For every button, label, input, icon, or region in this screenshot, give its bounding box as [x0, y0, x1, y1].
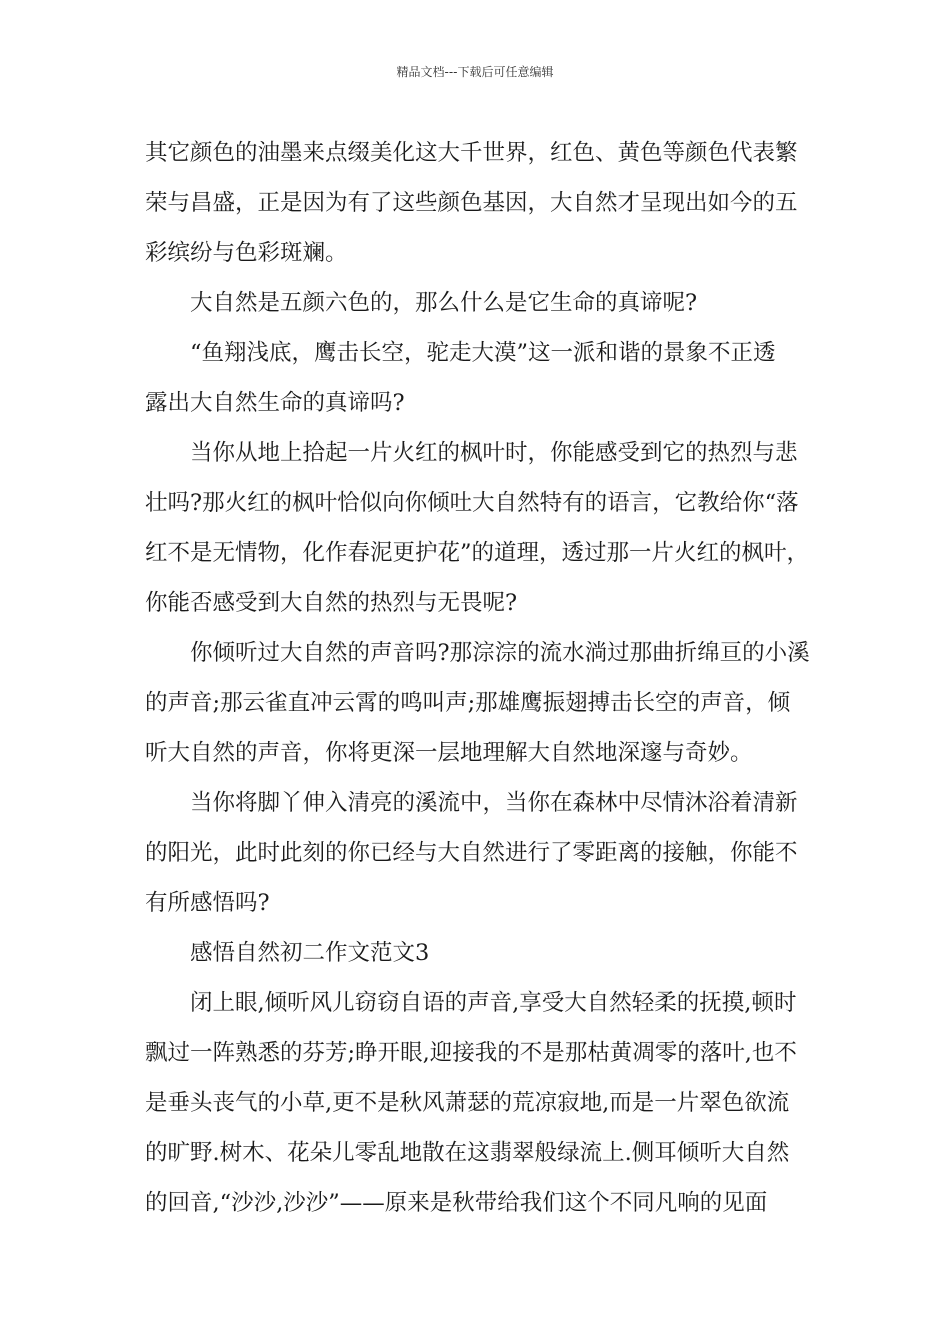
text-line: 的声音;那云雀直冲云霄的鸣叫声;那雄鹰振翅搏击长空的声音，倾: [145, 690, 791, 716]
body-text: [145, 128, 815, 1228]
text-line: 当你从地上拾起一片火红的枫叶时，你能感受到它的热烈与悲: [145, 440, 798, 466]
text-line: 有所感悟吗?: [145, 890, 270, 916]
text-line: 当你将脚丫伸入清亮的溪流中，当你在森林中尽情沐浴着清新: [145, 790, 798, 816]
text-line: 的回音,“沙沙,沙沙”——原来是秋带给我们这个不同凡响的见面: [145, 1190, 768, 1216]
text-line: 你倾听过大自然的声音吗?那淙淙的流水淌过那曲折绵亘的小溪: [145, 640, 810, 666]
text-line: 的阳光，此时此刻的你已经与大自然进行了零距离的接触，你能不: [145, 840, 798, 866]
section-heading: 感悟自然初二作文范文3: [145, 940, 430, 966]
text-line: 荣与昌盛，正是因为有了这些颜色基因，大自然才呈现出如今的五: [145, 190, 798, 216]
text-line: 红不是无情物，化作春泥更护花”的道理，透过那一片火红的枫叶，: [145, 540, 810, 566]
text-line: 彩缤纷与色彩斑斓。: [145, 240, 348, 266]
text-line: “鱼翔浅底，鹰击长空，驼走大漠”这一派和谐的景象不正透: [145, 340, 776, 366]
text-line: 露出大自然生命的真谛吗?: [145, 390, 405, 416]
text-line: 你能否感受到大自然的热烈与无畏呢?: [145, 590, 518, 616]
text-line: 大自然是五颜六色的，那么什么是它生命的真谛呢?: [145, 290, 698, 316]
text-line: 其它颜色的油墨来点缀美化这大千世界，红色、黄色等颜色代表繁: [145, 140, 798, 166]
text-line: 壮吗?那火红的枫叶恰似向你倾吐大自然特有的语言，它教给你“落: [145, 490, 799, 516]
text-line: 飘过一阵熟悉的芬芳;睁开眼,迎接我的不是那枯黄凋零的落叶,也不: [145, 1040, 797, 1066]
text-line: 闭上眼,倾听风儿窃窃自语的声音,享受大自然轻柔的抚摸,顿时: [145, 990, 797, 1016]
text-line: 听大自然的声音，你将更深一层地理解大自然地深邃与奇妙。: [145, 740, 753, 766]
text-line: 的旷野.树木、花朵儿零乱地散在这翡翠般绿流上.侧耳倾听大自然: [145, 1140, 790, 1166]
page-header: 精品文档---下载后可任意编辑: [396, 65, 554, 79]
text-line: 是垂头丧气的小草,更不是秋风萧瑟的荒凉寂地,而是一片翠色欲流: [145, 1090, 790, 1116]
